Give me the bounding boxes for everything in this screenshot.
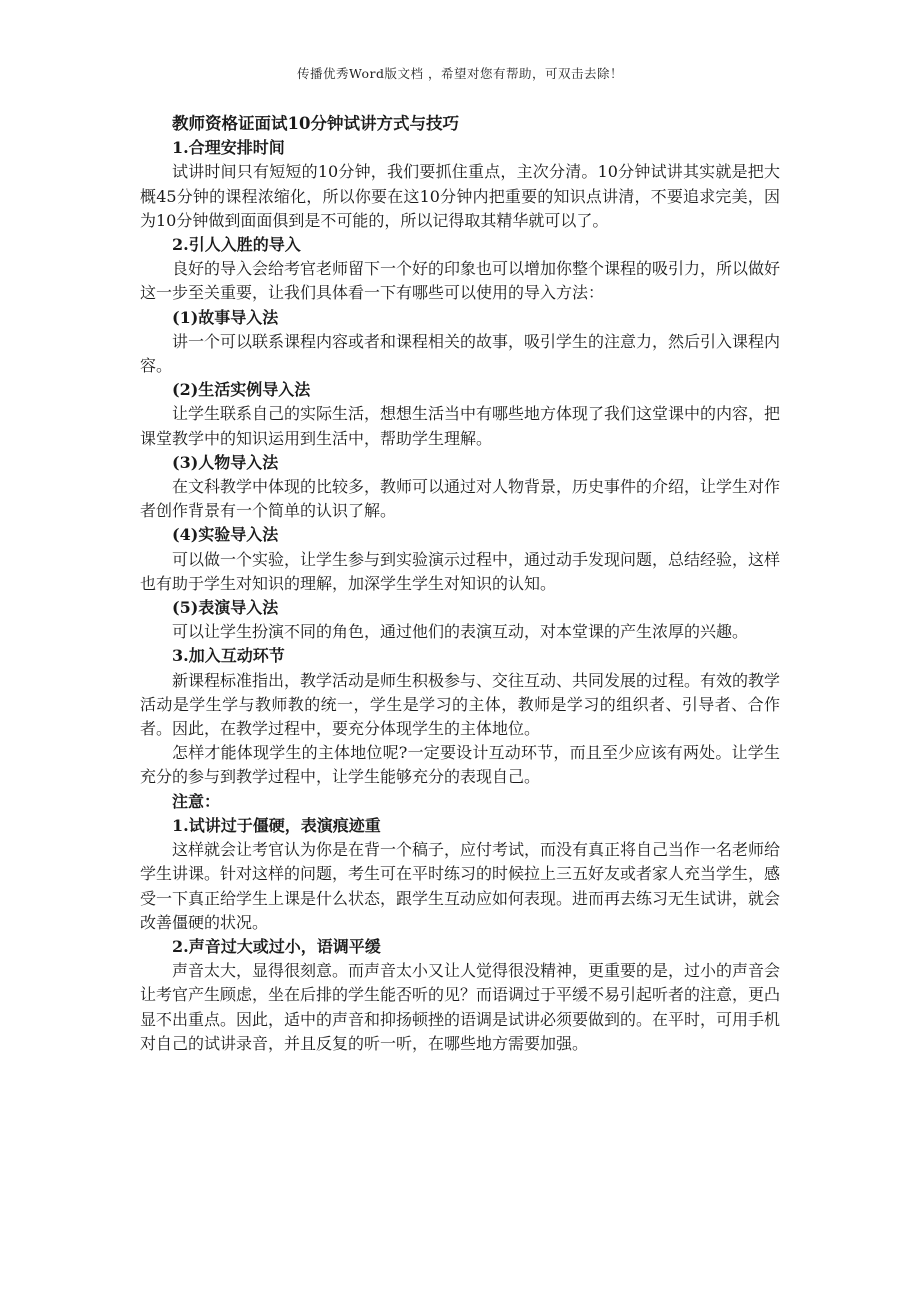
section-heading: 2.引人入胜的导入 xyxy=(172,235,301,255)
paragraph: 声音太大，显得很刻意。而声音太小又让人觉得很没精神，更重要的是，过小的声音会让考官产生顾虑，坐在后排的学生能否听的见？而语调过于平缓不易引起听者的注意，更凸显不出重点。因此，适中的声音和抑扬顿挫的语调是试讲必须要做到的。在平时，可用手机对自己的试讲录音，并且反复的听一听，在哪些地方需要加强。 xyxy=(140,961,781,1053)
paragraph: 让学生联系自己的实际生活，想想生活当中有哪些地方体现了我们这堂课中的内容，把课堂教学中的知识运用到生活中，帮助学生理解。 xyxy=(140,404,781,448)
document-sections xyxy=(140,136,780,1056)
paragraph: 怎样才能体现学生的主体地位呢?一定要设计互动环节，而且至少应该有两处。让学生充分的参与到教学过程中，让学生能够充分的表现自己。 xyxy=(140,743,780,787)
paragraph: 在文科教学中体现的比较多，教师可以通过对人物背景，历史事件的介绍，让学生对作者创作背景有一个简单的认识了解。 xyxy=(140,477,781,521)
section-heading: (2)生活实例导入法 xyxy=(172,380,311,400)
section-heading: (3)人物导入法 xyxy=(172,452,279,472)
section-heading: (5)表演导入法 xyxy=(172,598,279,618)
paragraph: 可以做一个实验，让学生参与到实验演示过程中，通过动手发现问题，总结经验，这样也有助于学生对知识的理解，加深学生学生对知识的认知。 xyxy=(140,549,781,593)
paragraph: 这样就会让考官认为你是在背一个稿子，应付考试，而没有真正将自己当作一名老师给学生讲课。针对这样的问题，考生可在平时练习的时候拉上三五好友或者家人充当学生，感受一下真正给学生上课是什么状态，跟学生互动应如何表现。进而再去练习无生试讲，就会改善僵硬的状况。 xyxy=(140,840,781,932)
paragraph: 讲一个可以联系课程内容或者和课程相关的故事，吸引学生的注意力，然后引入课程内容。 xyxy=(140,331,781,376)
section-heading: (1)故事导入法 xyxy=(172,307,279,327)
section-heading: (4)实验导入法 xyxy=(172,525,279,545)
section-heading: 1.合理安排时间 xyxy=(172,138,285,158)
section-heading: 3.加入互动环节 xyxy=(172,646,285,666)
paragraph: 新课程标准指出，教学活动是师生积极参与、交往互动、共同发展的过程。有效的教学活动是学生学与教师教的统一，学生是学习的主体，教师是学习的组织者、引导者、合作者。因此，在教学过程中，要充分体现学生的主体地位。 xyxy=(140,670,781,739)
document-body xyxy=(140,112,780,1056)
paragraph: 试讲时间只有短短的10分钟，我们要抓住重点，主次分清。10分钟试讲其实就是把大概45分钟的课程浓缩化，所以你要在这10分钟内把重要的知识点讲清，不要追求完美，因为10分钟做到面面俱到是不可能的，所以记得取其精华就可以了。 xyxy=(140,162,780,230)
section-heading: 注意： xyxy=(172,791,221,811)
section-heading: 1.试讲过于僵硬，表演痕迹重 xyxy=(172,815,381,835)
section-heading: 2.声音过大或过小，语调平缓 xyxy=(172,936,381,956)
document-title: 教师资格证面试10分钟试讲方式与技巧 xyxy=(172,114,459,133)
header-note: 传播优秀Word版文档 ，希望对您有帮助，可双击去除！ xyxy=(297,66,623,81)
paragraph: 可以让学生扮演不同的角色，通过他们的表演互动，对本堂课的产生浓厚的兴趣。 xyxy=(172,622,749,642)
paragraph: 良好的导入会给考官老师留下一个好的印象也可以增加你整个课程的吸引力，所以做好这一步至关重要，让我们具体看一下有哪些可以使用的导入方法： xyxy=(140,259,781,303)
